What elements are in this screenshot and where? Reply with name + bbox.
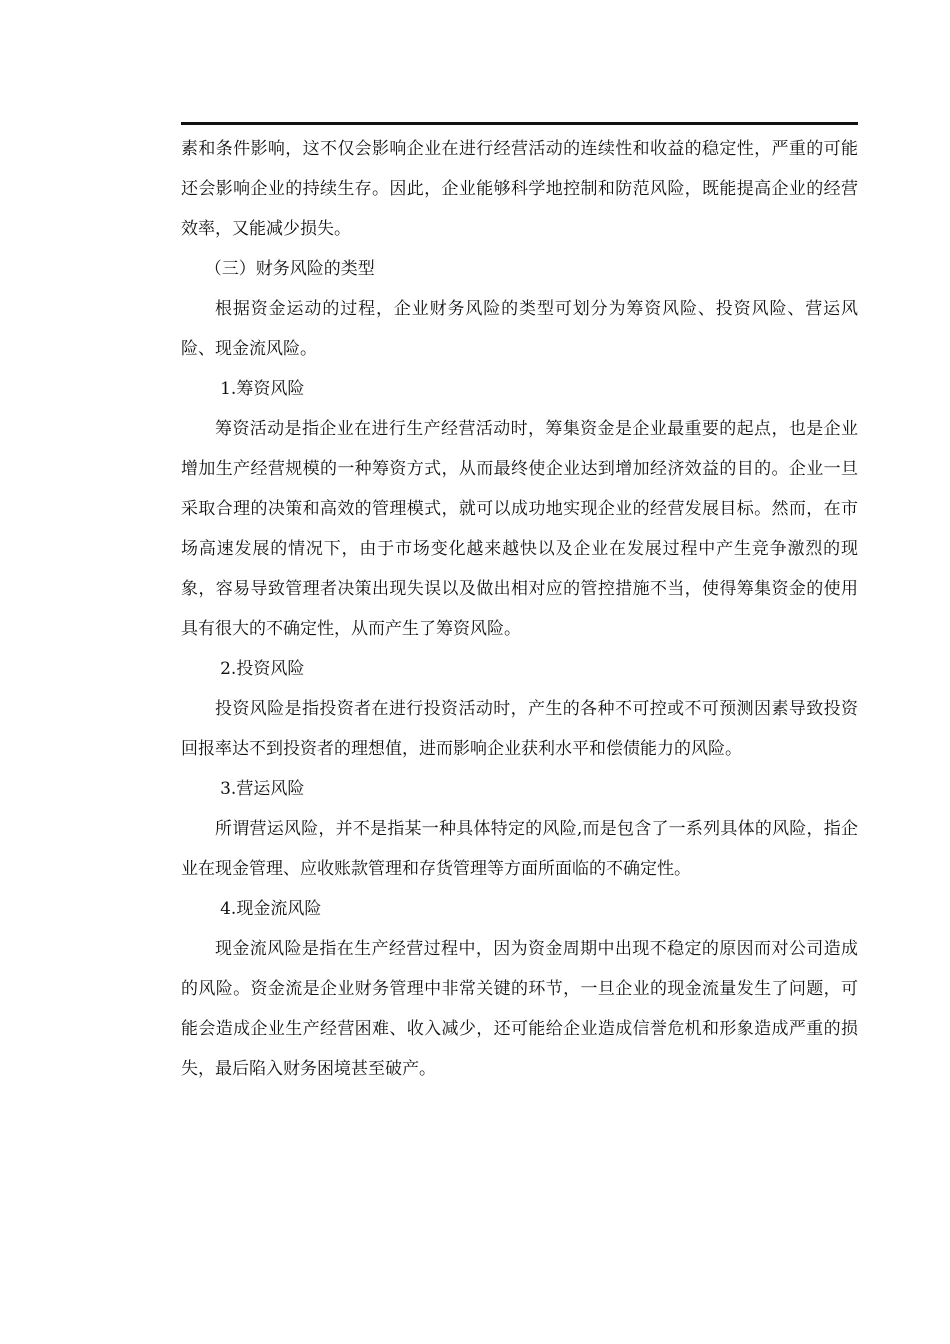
paragraph-operating-risk: 所谓营运风险，并不是指某一种具体特定的风险,而是包含了一系列具体的风险，指企业在现金管理、应收账款管理和存货管理等方面所面临的不确定性。 bbox=[181, 819, 858, 879]
paragraph-cash-flow-risk: 现金流风险是指在生产经营过程中，因为资金周期中出现不稳定的原因而对公司造成的风险。资金流是企业财务管理中非常关键的环节，一旦企业的现金流量发生了问题，可能会造成企业生产经营困难、收入减少，还可能给企业造成信誉危机和形象造成严重的损失，最后陷入财务困境甚至破产。 bbox=[181, 939, 858, 1079]
subheading-financing-risk: 1.筹资风险 bbox=[220, 379, 305, 399]
paragraph-continuation: 素和条件影响，这不仅会影响企业在进行经营活动的连续性和收益的稳定性，严重的可能还会影响企业的持续生存。因此，企业能够科学地控制和防范风险，既能提高企业的经营效率，又能减少损失。 bbox=[181, 139, 858, 239]
subheading-investment-risk: 2.投资风险 bbox=[220, 659, 305, 679]
subheading-cash-flow-risk: 4.现金流风险 bbox=[220, 899, 322, 919]
header-rule bbox=[181, 122, 858, 125]
document-body bbox=[181, 129, 858, 1089]
section-heading-financial-risk-types: （三）财务风险的类型 bbox=[204, 259, 375, 279]
paragraph-investment-risk: 投资风险是指投资者在进行投资活动时，产生的各种不可控或不可预测因素导致投资回报率达不到投资者的理想值，进而影响企业获利水平和偿债能力的风险。 bbox=[181, 699, 858, 759]
subheading-operating-risk: 3.营运风险 bbox=[220, 779, 305, 799]
paragraph-financing-risk: 筹资活动是指企业在进行生产经营活动时，筹集资金是企业最重要的起点，也是企业增加生产经营规模的一种筹资方式，从而最终使企业达到增加经济效益的目的。企业一旦采取合理的决策和高效的管理模式，就可以成功地实现企业的经营发展目标。然而，在市场高速发展的情况下，由于市场变化越来越快以及企业在发展过程中产生竞争激烈的现象，容易导致管理者决策出现失误以及做出相对应的管控措施不当，使得筹集资金的使用具有很大的不确定性，从而产生了筹资风险。 bbox=[181, 419, 858, 639]
paragraph-risk-classification: 根据资金运动的过程，企业财务风险的类型可划分为筹资风险、投资风险、营运风险、现金流风险。 bbox=[181, 299, 858, 359]
